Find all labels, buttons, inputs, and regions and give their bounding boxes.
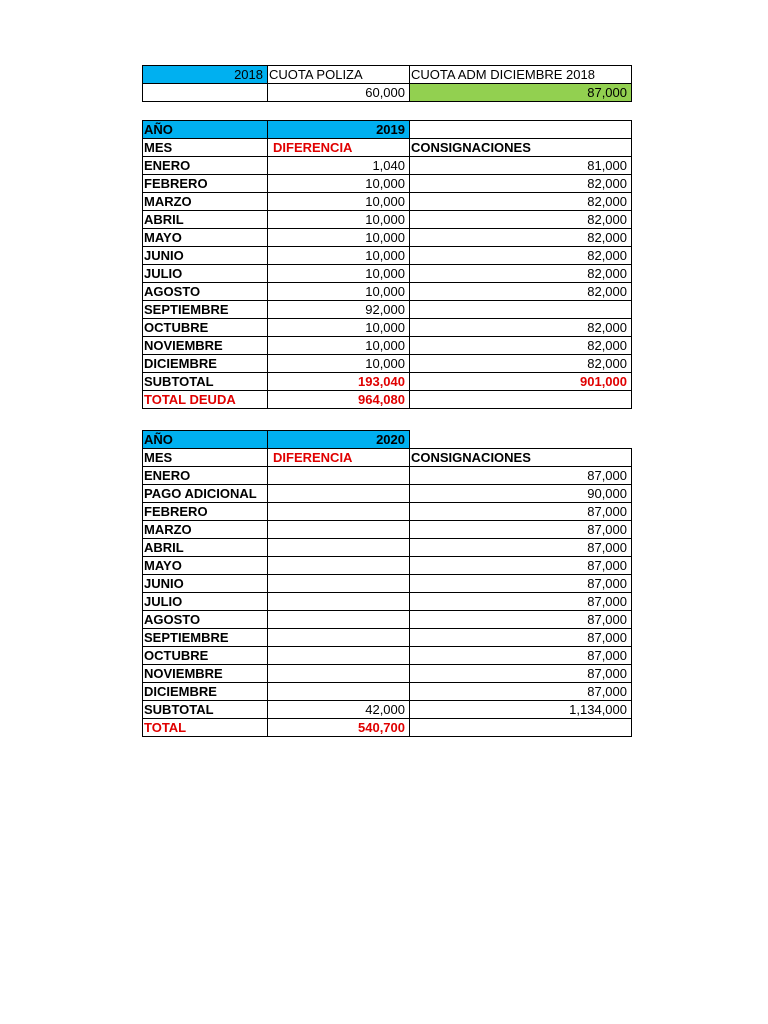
table-row — [143, 539, 632, 557]
month-cell: MAYO — [143, 557, 268, 575]
table-row — [143, 319, 632, 337]
consignaciones-cell: 82,000 — [410, 211, 632, 229]
diferencia-cell: 10,000 — [268, 193, 410, 211]
consignaciones-cell: 87,000 — [410, 503, 632, 521]
consignaciones-cell: 87,000 — [410, 629, 632, 647]
diferencia-cell: 10,000 — [268, 211, 410, 229]
diferencia-cell — [268, 683, 410, 701]
consignaciones-cell: 87,000 — [410, 593, 632, 611]
mes-header: MES — [143, 449, 268, 467]
month-cell: MARZO — [143, 521, 268, 539]
month-cell: SEPTIEMBRE — [143, 301, 268, 319]
table-row — [143, 683, 632, 701]
column-header-row — [143, 449, 632, 467]
table-row — [143, 193, 632, 211]
consignaciones-cell: 87,000 — [410, 647, 632, 665]
cuota-poliza-header: CUOTA POLIZA — [268, 66, 410, 84]
subtotal-row — [143, 373, 632, 391]
cuota-adm-header: CUOTA ADM DICIEMBRE 2018 — [410, 66, 632, 84]
table-row — [143, 575, 632, 593]
consignaciones-cell: 87,000 — [410, 683, 632, 701]
subtotal-label: SUBTOTAL — [143, 373, 268, 391]
mes-header: MES — [143, 139, 268, 157]
month-cell: DICIEMBRE — [143, 683, 268, 701]
table-row — [143, 647, 632, 665]
ano-label: AÑO — [143, 431, 268, 449]
diferencia-cell: 10,000 — [268, 247, 410, 265]
table-row — [143, 301, 632, 319]
diferencia-cell — [268, 593, 410, 611]
cuota-adm-value: 87,000 — [410, 84, 632, 102]
month-cell: JULIO — [143, 593, 268, 611]
month-cell: ABRIL — [143, 539, 268, 557]
diferencia-cell: 10,000 — [268, 319, 410, 337]
table-row — [143, 485, 632, 503]
consignaciones-cell: 82,000 — [410, 283, 632, 301]
subtotal-diferencia: 193,040 — [268, 373, 410, 391]
year-2020-table — [142, 430, 632, 737]
consignaciones-cell: 87,000 — [410, 665, 632, 683]
month-cell: SEPTIEMBRE — [143, 629, 268, 647]
empty-cell — [410, 431, 632, 449]
empty-cell — [410, 121, 632, 139]
consignaciones-cell: 87,000 — [410, 467, 632, 485]
table-row — [143, 665, 632, 683]
month-cell: AGOSTO — [143, 283, 268, 301]
diferencia-cell — [268, 575, 410, 593]
month-cell: MAYO — [143, 229, 268, 247]
diferencia-header: DIFERENCIA — [268, 139, 410, 157]
empty-cell — [410, 391, 632, 409]
consignaciones-cell: 87,000 — [410, 557, 632, 575]
diferencia-cell — [268, 611, 410, 629]
diferencia-cell — [268, 521, 410, 539]
diferencia-cell: 10,000 — [268, 265, 410, 283]
month-cell: ENERO — [143, 467, 268, 485]
table-row — [143, 355, 632, 373]
diferencia-cell — [268, 557, 410, 575]
summary-values-row — [143, 84, 632, 102]
total-value: 540,700 — [268, 719, 410, 737]
diferencia-cell — [268, 539, 410, 557]
consignaciones-cell: 81,000 — [410, 157, 632, 175]
table-row — [143, 611, 632, 629]
month-cell: MARZO — [143, 193, 268, 211]
diferencia-cell — [268, 485, 410, 503]
month-cell: JULIO — [143, 265, 268, 283]
month-cell: DICIEMBRE — [143, 355, 268, 373]
diferencia-cell — [268, 503, 410, 521]
subtotal-label: SUBTOTAL — [143, 701, 268, 719]
subtotal-consignaciones: 1,134,000 — [410, 701, 632, 719]
cuota-poliza-value: 60,000 — [268, 84, 410, 102]
diferencia-cell: 10,000 — [268, 337, 410, 355]
table-row — [143, 557, 632, 575]
diferencia-cell — [268, 629, 410, 647]
consignaciones-cell: 82,000 — [410, 175, 632, 193]
consignaciones-header: CONSIGNACIONES — [410, 139, 632, 157]
month-cell: AGOSTO — [143, 611, 268, 629]
table-row — [143, 467, 632, 485]
table-row — [143, 175, 632, 193]
diferencia-cell: 1,040 — [268, 157, 410, 175]
consignaciones-cell — [410, 301, 632, 319]
month-cell: ENERO — [143, 157, 268, 175]
table-row — [143, 503, 632, 521]
diferencia-cell: 92,000 — [268, 301, 410, 319]
consignaciones-cell: 82,000 — [410, 355, 632, 373]
diferencia-cell: 10,000 — [268, 175, 410, 193]
summary-2018-table — [142, 65, 632, 102]
diferencia-cell — [268, 647, 410, 665]
month-cell: NOVIEMBRE — [143, 337, 268, 355]
consignaciones-cell: 82,000 — [410, 193, 632, 211]
subtotal-row — [143, 701, 632, 719]
consignaciones-cell: 87,000 — [410, 611, 632, 629]
month-cell: JUNIO — [143, 247, 268, 265]
consignaciones-cell: 82,000 — [410, 229, 632, 247]
summary-year-cell: 2018 — [143, 66, 268, 84]
month-cell: OCTUBRE — [143, 647, 268, 665]
month-cell: FEBRERO — [143, 503, 268, 521]
ano-label: AÑO — [143, 121, 268, 139]
table-row — [143, 229, 632, 247]
table-row — [143, 283, 632, 301]
table-row — [143, 211, 632, 229]
subtotal-diferencia: 42,000 — [268, 701, 410, 719]
table-row — [143, 337, 632, 355]
table-row — [143, 157, 632, 175]
total-row — [143, 719, 632, 737]
consignaciones-cell: 87,000 — [410, 521, 632, 539]
total-value: 964,080 — [268, 391, 410, 409]
subtotal-consignaciones: 901,000 — [410, 373, 632, 391]
column-header-row — [143, 139, 632, 157]
month-cell: FEBRERO — [143, 175, 268, 193]
summary-header-row — [143, 66, 632, 84]
consignaciones-cell: 87,000 — [410, 539, 632, 557]
month-cell: JUNIO — [143, 575, 268, 593]
year-header-row — [143, 431, 632, 449]
table-row — [143, 593, 632, 611]
total-label: TOTAL DEUDA — [143, 391, 268, 409]
total-row — [143, 391, 632, 409]
month-cell: OCTUBRE — [143, 319, 268, 337]
consignaciones-cell: 87,000 — [410, 575, 632, 593]
diferencia-cell — [268, 665, 410, 683]
diferencia-cell: 10,000 — [268, 355, 410, 373]
consignaciones-cell: 82,000 — [410, 265, 632, 283]
summary-empty-cell — [143, 84, 268, 102]
month-cell: NOVIEMBRE — [143, 665, 268, 683]
month-cell: PAGO ADICIONAL — [143, 485, 268, 503]
diferencia-cell: 10,000 — [268, 283, 410, 301]
year-value: 2020 — [268, 431, 410, 449]
table-row — [143, 265, 632, 283]
consignaciones-cell: 82,000 — [410, 319, 632, 337]
diferencia-header: DIFERENCIA — [268, 449, 410, 467]
consignaciones-cell: 82,000 — [410, 247, 632, 265]
table-row — [143, 629, 632, 647]
table-row — [143, 247, 632, 265]
year-2019-table — [142, 120, 632, 409]
consignaciones-cell: 82,000 — [410, 337, 632, 355]
table-row — [143, 521, 632, 539]
consignaciones-header: CONSIGNACIONES — [410, 449, 632, 467]
year-header-row — [143, 121, 632, 139]
empty-cell — [410, 719, 632, 737]
total-label: TOTAL — [143, 719, 268, 737]
month-cell: ABRIL — [143, 211, 268, 229]
diferencia-cell — [268, 467, 410, 485]
diferencia-cell: 10,000 — [268, 229, 410, 247]
consignaciones-cell: 90,000 — [410, 485, 632, 503]
year-value: 2019 — [268, 121, 410, 139]
